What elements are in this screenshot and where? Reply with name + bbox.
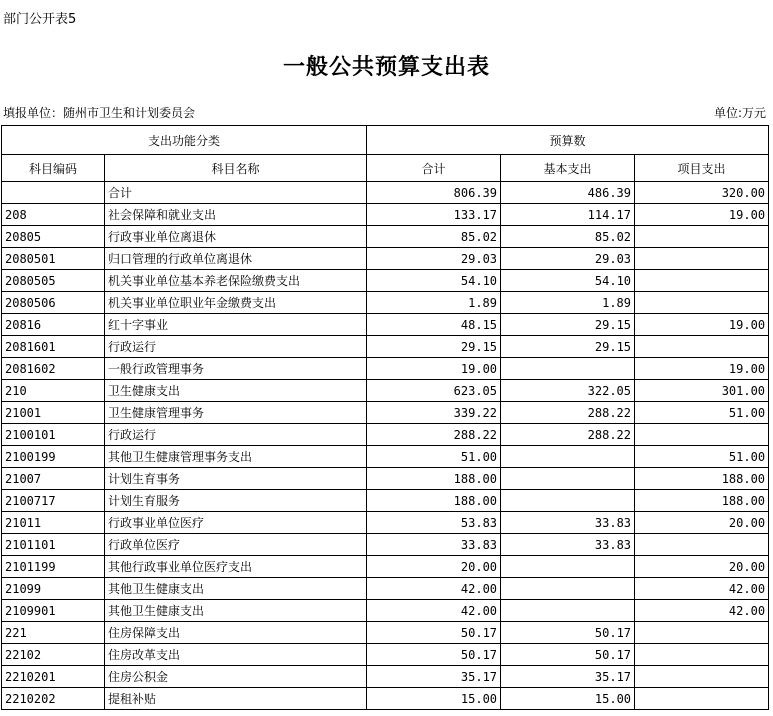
row-code: 2081601 — [2, 336, 105, 358]
row-code: 2101101 — [2, 534, 105, 556]
row-code: 2080501 — [2, 248, 105, 270]
row-project: 20.00 — [635, 556, 769, 578]
row-code: 2100199 — [2, 446, 105, 468]
row-total: 42.00 — [367, 600, 501, 622]
row-basic: 322.05 — [501, 380, 635, 402]
row-name: 其他卫生健康管理事务支出 — [105, 446, 367, 468]
row-name: 其他卫生健康支出 — [105, 600, 367, 622]
row-code: 21001 — [2, 402, 105, 424]
row-code: 2080505 — [2, 270, 105, 292]
row-basic: 85.02 — [501, 226, 635, 248]
row-total: 15.00 — [367, 688, 501, 710]
table-row — [2, 292, 769, 314]
row-total: 133.17 — [367, 204, 501, 226]
table-row — [2, 424, 769, 446]
row-code: 21099 — [2, 578, 105, 600]
row-project — [635, 424, 769, 446]
table-row — [2, 688, 769, 710]
row-project — [635, 666, 769, 688]
row-code: 20805 — [2, 226, 105, 248]
row-name: 提租补贴 — [105, 688, 367, 710]
row-project: 19.00 — [635, 314, 769, 336]
table-row — [2, 534, 769, 556]
row-total: 19.00 — [367, 358, 501, 380]
row-code: 21011 — [2, 512, 105, 534]
header-basic: 基本支出 — [501, 155, 635, 182]
table-row — [2, 204, 769, 226]
row-basic: 35.17 — [501, 666, 635, 688]
row-total: 35.17 — [367, 666, 501, 688]
row-total: 188.00 — [367, 490, 501, 512]
row-name: 行政运行 — [105, 336, 367, 358]
row-project — [635, 292, 769, 314]
row-code: 2210202 — [2, 688, 105, 710]
row-basic: 1.89 — [501, 292, 635, 314]
row-total: 1.89 — [367, 292, 501, 314]
row-basic: 288.22 — [501, 402, 635, 424]
row-total: 50.17 — [367, 644, 501, 666]
row-name: 合计 — [105, 182, 367, 204]
row-project: 42.00 — [635, 600, 769, 622]
row-total: 50.17 — [367, 622, 501, 644]
row-total: 29.15 — [367, 336, 501, 358]
row-name: 机关事业单位基本养老保险缴费支出 — [105, 270, 367, 292]
row-name: 住房改革支出 — [105, 644, 367, 666]
row-code: 2100101 — [2, 424, 105, 446]
row-name: 一般行政管理事务 — [105, 358, 367, 380]
row-code: 20816 — [2, 314, 105, 336]
row-basic — [501, 578, 635, 600]
row-project: 188.00 — [635, 468, 769, 490]
row-name: 社会保障和就业支出 — [105, 204, 367, 226]
row-name: 卫生健康支出 — [105, 380, 367, 402]
row-basic — [501, 490, 635, 512]
row-name: 卫生健康管理事务 — [105, 402, 367, 424]
row-project — [635, 336, 769, 358]
table-row — [2, 468, 769, 490]
table-row — [2, 446, 769, 468]
row-project — [635, 534, 769, 556]
row-total: 806.39 — [367, 182, 501, 204]
row-project — [635, 644, 769, 666]
row-project: 51.00 — [635, 402, 769, 424]
row-code — [2, 182, 105, 204]
table-row — [2, 490, 769, 512]
table-row — [2, 512, 769, 534]
row-total: 623.05 — [367, 380, 501, 402]
row-basic: 288.22 — [501, 424, 635, 446]
header-row-columns — [2, 155, 769, 182]
row-name: 其他行政事业单位医疗支出 — [105, 556, 367, 578]
row-name: 行政单位医疗 — [105, 534, 367, 556]
header-name: 科目名称 — [105, 155, 367, 182]
header-function-class: 支出功能分类 — [2, 126, 367, 155]
row-code: 2101199 — [2, 556, 105, 578]
row-basic: 33.83 — [501, 512, 635, 534]
row-basic — [501, 446, 635, 468]
row-name: 其他卫生健康支出 — [105, 578, 367, 600]
row-code: 210 — [2, 380, 105, 402]
table-row — [2, 314, 769, 336]
row-total: 188.00 — [367, 468, 501, 490]
budget-table — [1, 125, 769, 710]
row-total: 48.15 — [367, 314, 501, 336]
row-name: 行政运行 — [105, 424, 367, 446]
row-project: 19.00 — [635, 358, 769, 380]
row-basic — [501, 556, 635, 578]
header-budget-amount: 预算数 — [367, 126, 769, 155]
row-name: 计划生育事务 — [105, 468, 367, 490]
row-project — [635, 248, 769, 270]
table-row — [2, 402, 769, 424]
row-project: 19.00 — [635, 204, 769, 226]
row-name: 归口管理的行政单位离退休 — [105, 248, 367, 270]
row-project: 20.00 — [635, 512, 769, 534]
row-basic: 29.15 — [501, 314, 635, 336]
page-title: 一般公共预算支出表 — [282, 55, 490, 80]
row-project — [635, 270, 769, 292]
row-project — [635, 688, 769, 710]
table-row — [2, 666, 769, 688]
row-basic: 114.17 — [501, 204, 635, 226]
row-code: 2109901 — [2, 600, 105, 622]
budget-table-body — [2, 126, 769, 710]
row-total: 53.83 — [367, 512, 501, 534]
table-row — [2, 578, 769, 600]
row-project: 301.00 — [635, 380, 769, 402]
row-total: 29.03 — [367, 248, 501, 270]
table-row — [2, 226, 769, 248]
table-row — [2, 644, 769, 666]
row-basic: 50.17 — [501, 644, 635, 666]
reporting-unit: 填报单位：随州市卫生和计划委员会 — [3, 106, 196, 120]
row-total: 54.10 — [367, 270, 501, 292]
row-code: 2100717 — [2, 490, 105, 512]
row-basic — [501, 468, 635, 490]
row-project — [635, 622, 769, 644]
row-project — [635, 226, 769, 248]
row-code: 21007 — [2, 468, 105, 490]
row-project: 42.00 — [635, 578, 769, 600]
header-project: 项目支出 — [635, 155, 769, 182]
row-code: 2210201 — [2, 666, 105, 688]
row-code: 2080506 — [2, 292, 105, 314]
header-row-group — [2, 126, 769, 155]
row-code: 2081602 — [2, 358, 105, 380]
header-total: 合计 — [367, 155, 501, 182]
row-total: 339.22 — [367, 402, 501, 424]
row-total: 20.00 — [367, 556, 501, 578]
row-basic: 54.10 — [501, 270, 635, 292]
table-row — [2, 270, 769, 292]
row-basic — [501, 358, 635, 380]
table-row — [2, 380, 769, 402]
header-code: 科目编码 — [2, 155, 105, 182]
row-basic: 15.00 — [501, 688, 635, 710]
table-row — [2, 248, 769, 270]
row-project: 51.00 — [635, 446, 769, 468]
row-total: 33.83 — [367, 534, 501, 556]
row-name: 机关事业单位职业年金缴费支出 — [105, 292, 367, 314]
currency-unit: 单位:万元 — [713, 106, 766, 120]
row-project: 320.00 — [635, 182, 769, 204]
table-row — [2, 600, 769, 622]
row-total: 288.22 — [367, 424, 501, 446]
row-basic — [501, 600, 635, 622]
row-name: 红十字事业 — [105, 314, 367, 336]
row-basic: 29.03 — [501, 248, 635, 270]
table-row — [2, 182, 769, 204]
row-name: 计划生育服务 — [105, 490, 367, 512]
table-row — [2, 556, 769, 578]
row-basic: 29.15 — [501, 336, 635, 358]
row-total: 85.02 — [367, 226, 501, 248]
row-name: 住房公积金 — [105, 666, 367, 688]
row-name: 行政事业单位医疗 — [105, 512, 367, 534]
row-name: 住房保障支出 — [105, 622, 367, 644]
row-total: 42.00 — [367, 578, 501, 600]
row-code: 22102 — [2, 644, 105, 666]
row-name: 行政事业单位离退休 — [105, 226, 367, 248]
row-total: 51.00 — [367, 446, 501, 468]
table-row — [2, 358, 769, 380]
row-code: 221 — [2, 622, 105, 644]
row-basic: 50.17 — [501, 622, 635, 644]
row-basic: 33.83 — [501, 534, 635, 556]
row-project: 188.00 — [635, 490, 769, 512]
row-code: 208 — [2, 204, 105, 226]
sheet-label: 部门公开表5 — [3, 12, 77, 27]
table-row — [2, 622, 769, 644]
row-basic: 486.39 — [501, 182, 635, 204]
table-row — [2, 336, 769, 358]
